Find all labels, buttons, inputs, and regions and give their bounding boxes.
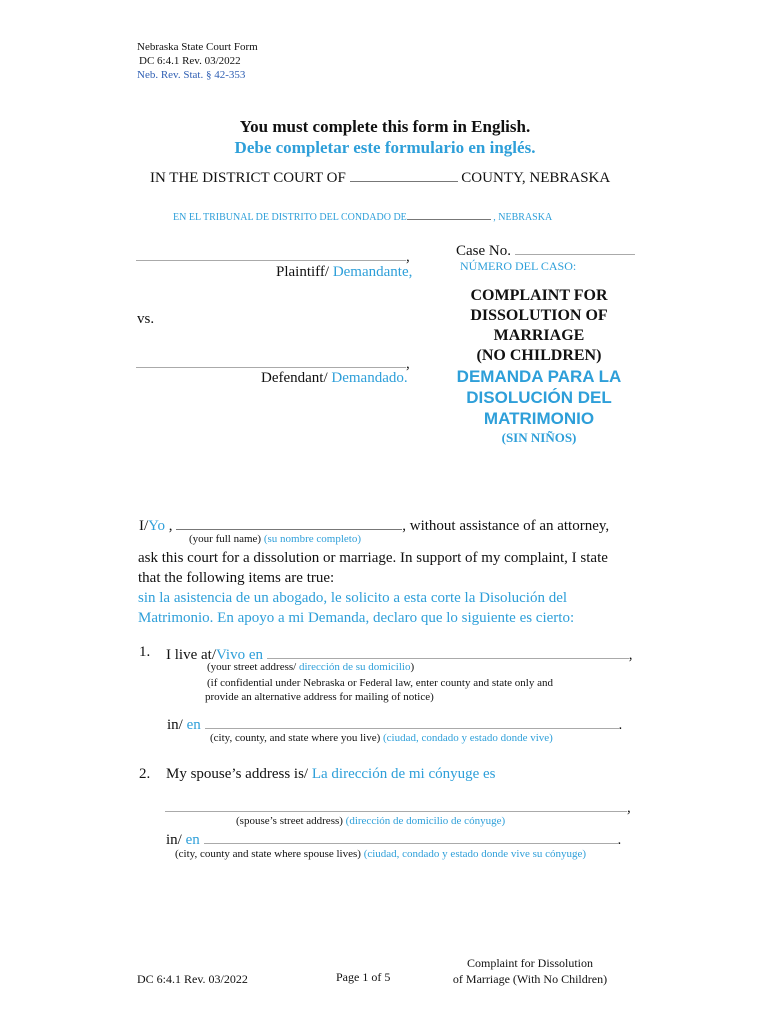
county-input[interactable] [350,167,458,182]
title-spanish-line-1: DEMANDA PARA LA [456,367,622,386]
intro-i-es: Yo [148,518,166,534]
spouse-city-line [166,829,621,849]
spouse-city-input[interactable] [204,829,618,844]
defendant-comma: , [406,356,410,372]
item-2-comma: , [627,800,631,816]
defendant-label-en: Defendant/ [261,370,328,386]
item-2-label-en: My spouse’s address is/ [166,766,309,782]
english-notice: You must complete this form in English. [239,117,531,136]
plaintiff-label [276,264,412,281]
versus-text: vs. [137,311,155,327]
intro-line-3: that the following items are true: [138,570,335,586]
item-2-period: . [617,832,622,848]
item-2-label-es: La dirección de mi cónyuge es [311,766,496,782]
plaintiff-label-es: Demandante, [332,264,413,280]
case-number-label-spanish: NÚMERO DEL CASO: [460,259,577,273]
footer-title-line-2: of Marriage (With No Children) [452,972,608,986]
intro-spanish-line-1: sin la asistencia de un abogado, le solicito a esta corte la Disolución del [138,590,568,606]
footer-page-number: Page 1 of 5 [336,970,391,984]
court-suffix: COUNTY, NEBRASKA [461,170,611,186]
title-line-1: COMPLAINT FOR [470,287,608,304]
statute-reference: Neb. Rev. Stat. § 42-353 [137,69,246,81]
court-line [150,167,610,187]
item-2-in-en: in/ [166,832,182,848]
intro-i-en: I/ [139,518,149,534]
confidential-hint-1: (if confidential under Nebraska or Federal law, enter county and state only and [207,677,553,689]
footer-title-line-1: Complaint for Dissolution [467,956,593,970]
defendant-input[interactable] [136,353,406,368]
defendant-label-es: Demandado. [331,370,408,386]
street-address-hint [207,661,414,673]
full-name-hint-es: (su nombre completo) [263,533,361,545]
title-spanish-line-3: MATRIMONIO [483,409,595,428]
intro-comma: , [168,518,173,534]
title-line-3: MARRIAGE [493,327,585,344]
spouse-street-input[interactable] [165,797,627,812]
street-address-input[interactable] [267,644,629,659]
form-name: Nebraska State Court Form [137,41,258,53]
spouse-city-hint-en: (city, county and state where spouse lives) [175,848,361,860]
intro-paragraph [138,548,608,628]
confidential-hint-2: provide an alternative address for mailing of notice) [205,691,434,703]
plaintiff-comma: , [406,249,410,265]
form-title [439,286,639,366]
full-name-input[interactable] [176,515,402,530]
title-spanish-line-2: DISOLUCIÓN DEL [466,388,612,407]
spouse-street-hint-en: (spouse’s street address) [236,815,343,827]
spouse-city-hint-es: (ciudad, condado y estado donde vive su cónyuge) [363,848,587,860]
full-name-hint [189,533,361,545]
item-1-city-line [167,714,622,734]
court-prefix: IN THE DISTRICT COURT OF [150,170,346,186]
footer-form-id: DC 6:4.1 Rev. 03/2022 [137,972,248,986]
spouse-street-hint [236,815,505,827]
intro-spanish-line-2: Matrimonio. En apoyo a mi Demanda, declaro que lo siguiente es cierto: [138,610,575,626]
full-name-hint-en: (your full name) [189,533,262,545]
plaintiff-line [136,246,410,266]
court-suffix-spanish: , NEBRASKA [493,212,553,223]
title-line-2: DISSOLUTION OF [470,307,608,324]
city-county-state-hint [210,732,553,744]
title-spanish-line-4: (SIN NIÑOS) [501,430,577,445]
form-header [137,40,258,82]
court-prefix-spanish: EN EL TRIBUNAL DE DISTRITO DEL CONDADO DE [173,212,407,223]
spouse-city-hint [175,848,586,860]
item-1-comma: , [628,647,633,663]
plaintiff-input[interactable] [136,246,406,261]
form-title-spanish [439,366,639,429]
item-2-in-es: en [185,832,200,848]
item-2-number: 2. [139,766,151,782]
spanish-notice: Debe completar este formulario en inglés. [234,138,536,157]
case-number-input[interactable] [515,240,635,255]
spouse-street-hint-es: (dirección de domicilio de cónyuge) [345,815,506,827]
title-line-4: (NO CHILDREN) [476,347,602,364]
item-1-number: 1. [139,644,151,660]
street-address-hint-close: ) [410,661,415,673]
item-1-in-en: in/ [167,717,183,733]
form-revision: DC 6:4.1 Rev. 03/2022 [139,55,241,67]
item-1-in-es: en [186,717,201,733]
city-hint-en: (city, county, and state where you live) [210,732,381,744]
item-1-label-en: I live at/ [166,647,216,663]
case-number-label: Case No. [456,243,511,259]
spouse-street-line [165,797,631,817]
court-line-spanish [173,209,552,223]
street-address-hint-es: dirección de su domicilio [298,661,411,673]
footer-form-title [440,955,620,987]
city-county-state-input[interactable] [205,714,619,729]
county-input-spanish[interactable] [407,209,491,220]
item-2-label [166,766,496,783]
defendant-label [261,370,408,387]
item-1-period: . [618,717,623,733]
intro-after-line: , without assistance of an attorney, [402,518,610,534]
street-address-hint-en: (your street address/ [207,661,297,673]
city-hint-es: (ciudad, condado y estado donde vive) [383,732,553,744]
intro-line-2: ask this court for a dissolution or marriage. In support of my complaint, I state [138,550,608,566]
case-number-line [456,240,635,260]
intro-name-line [139,515,609,535]
item-1-label-es: Vivo en [215,647,263,663]
plaintiff-label-en: Plaintiff/ [276,264,330,280]
